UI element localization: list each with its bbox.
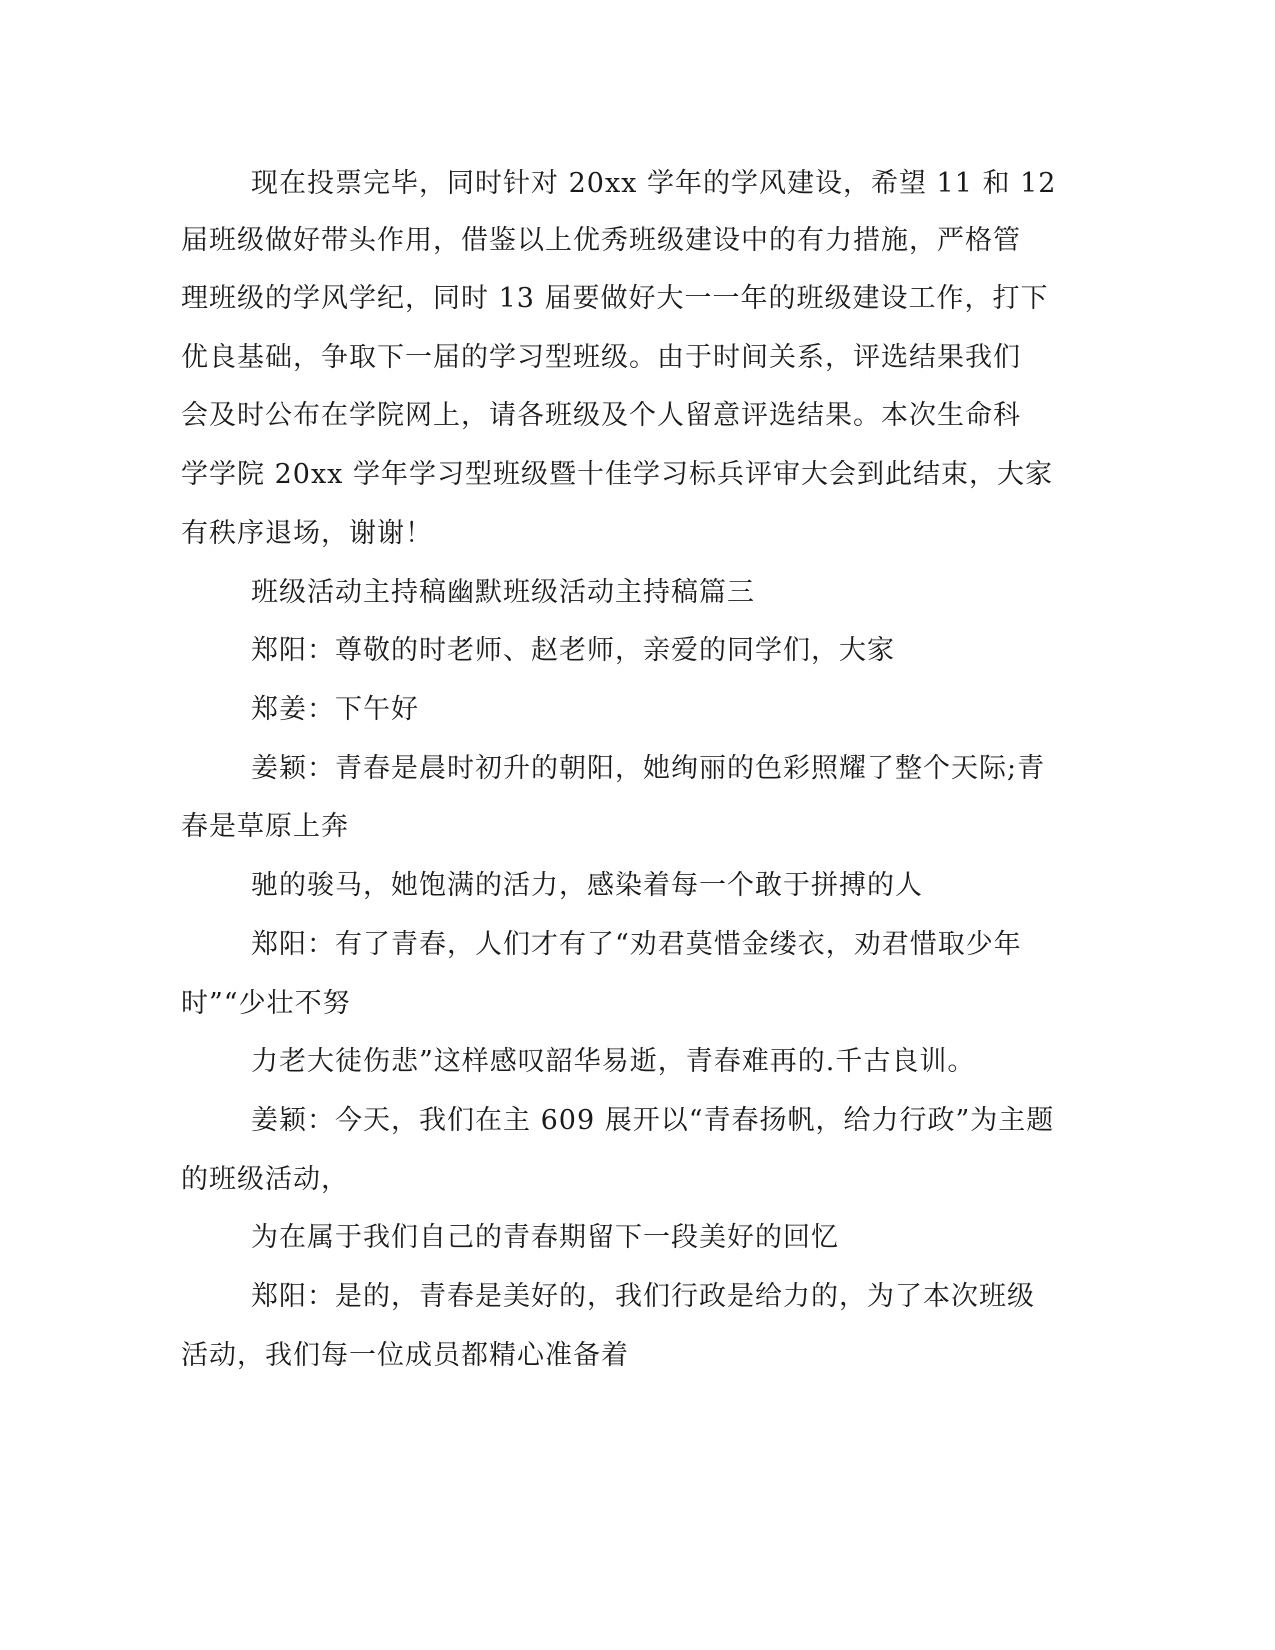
text-line: 驰的骏马，她饱满的活力，感染着每一个敢于拼搏的人	[251, 870, 923, 901]
text-line: 姜颖：青春是晨时初升的朝阳，她绚丽的色彩照耀了整个天际;青	[251, 753, 1046, 784]
text-line: 优良基础，争取下一届的学习型班级。由于时间关系，评选结果我们	[181, 342, 1021, 373]
section-heading: 班级活动主持稿幽默班级活动主持稿篇三	[251, 577, 755, 608]
text-line: 现在投票完毕，同时针对 20xx 学年的学风建设，希望 11 和 12	[251, 168, 1057, 199]
text-line: 会及时公布在学院网上，请各班级及个人留意评选结果。本次生命科	[181, 400, 1021, 431]
text-line: 理班级的学风学纪，同时 13 届要做好大一一年的班级建设工作，打下	[181, 283, 1049, 314]
text-line: 春是草原上奔	[181, 811, 349, 842]
text-line: 时”“少壮不努	[181, 988, 351, 1019]
text-line: 姜颖：今天，我们在主 609 展开以“青春扬帆，给力行政”为主题	[251, 1105, 1055, 1136]
text-line: 郑阳：有了青春，人们才有了“劝君莫惜金缕衣，劝君惜取少年	[251, 929, 1022, 960]
text-line: 郑阳：尊敬的时老师、赵老师，亲爱的同学们，大家	[251, 635, 895, 666]
text-line: 活动，我们每一位成员都精心准备着	[181, 1340, 629, 1371]
text-line: 有秩序退场，谢谢！	[181, 518, 433, 549]
text-line: 学学院 20xx 学年学习型班级暨十佳学习标兵评审大会到此结束，大家	[181, 459, 1053, 490]
text-line: 届班级做好带头作用，借鉴以上优秀班级建设中的有力措施，严格管	[181, 225, 1021, 256]
text-line: 的班级活动，	[181, 1164, 349, 1195]
text-line: 郑阳：是的，青春是美好的，我们行政是给力的，为了本次班级	[251, 1281, 1035, 1312]
text-line: 力老大徒伤悲”这样感叹韶华易逝，青春难再的.千古良训。	[251, 1046, 976, 1077]
text-line: 郑姜：下午好	[251, 694, 419, 725]
text-line: 为在属于我们自己的青春期留下一段美好的回忆	[251, 1222, 839, 1253]
